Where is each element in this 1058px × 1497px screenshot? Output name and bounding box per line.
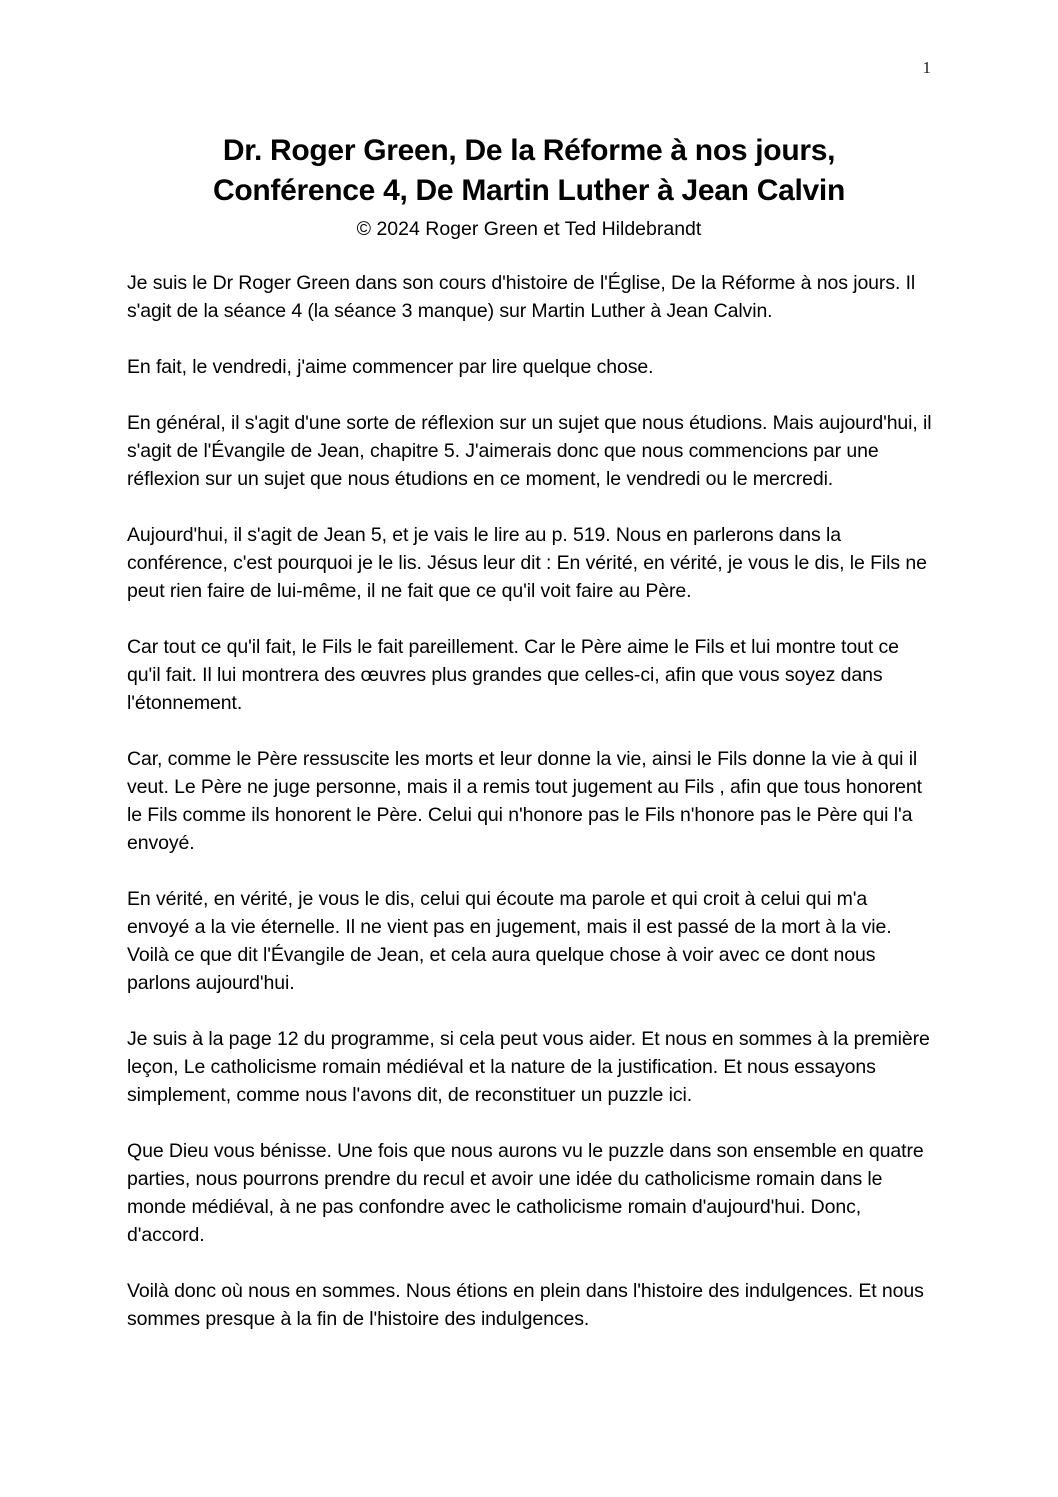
paragraph-10: Voilà donc où nous en sommes. Nous étions en plein dans l'histoire des indulgences. Et nous sommes presque à la fin de l'histoire des indulgences. (127, 1280, 924, 1330)
copyright-line: © 2024 Roger Green et Ted Hildebrandt (356, 218, 702, 240)
document-body (127, 269, 932, 1333)
title-line-2: Conférence 4, De Martin Luther à Jean Calvin (213, 174, 845, 207)
document-title (110, 131, 948, 211)
paragraph-6: Car, comme le Père ressuscite les morts et leur donne la vie, ainsi le Fils donne la vie à qui il veut. Le Père ne juge personne, mais il a remis tout jugement au Fils , afin que tous honorent le Fils comme ils honorent le Père. Celui qui n'honore pas le Fils n'honore pas le Père qui l'a envoyé. (127, 748, 922, 854)
paragraph-5: Car tout ce qu'il fait, le Fils le fait pareillement. Car le Père aime le Fils et lui montre tout ce qu'il fait. Il lui montrera des œuvres plus grandes que celles-ci, afin que vous soyez dans l'étonnement. (127, 636, 899, 714)
paragraph-8: Je suis à la page 12 du programme, si cela peut vous aider. Et nous en sommes à la première leçon, Le catholicisme romain médiéval et la nature de la justification. Et nous essayons simplement, comme nous l'avons dit, de reconstituer un puzzle ici. (127, 1028, 930, 1106)
paragraph-7: En vérité, en vérité, je vous le dis, celui qui écoute ma parole et qui croit à celui qui m'a envoyé a la vie éternelle. Il ne vient pas en jugement, mais il est passé de la mort à la vie. Voilà ce que dit l'Évangile de Jean, et cela aura quelque chose à voir avec ce dont nous parlons aujourd'hui. (127, 888, 892, 994)
paragraph-9: Que Dieu vous bénisse. Une fois que nous aurons vu le puzzle dans son ensemble en quatre parties, nous pourrons prendre du recul et avoir une idée du catholicisme romain dans le monde médiéval, à ne pas confondre avec le catholicisme romain d'aujourd'hui. Donc, d'accord. (127, 1140, 924, 1246)
page-number: 1 (922, 58, 931, 77)
paragraph-2: En fait, le vendredi, j'aime commencer par lire quelque chose. (127, 356, 654, 378)
title-line-1: Dr. Roger Green, De la Réforme à nos jours, (222, 134, 836, 167)
paragraph-1: Je suis le Dr Roger Green dans son cours d'histoire de l'Église, De la Réforme à nos jours. Il s'agit de la séance 4 (la séance 3 manque) sur Martin Luther à Jean Calvin. (127, 272, 916, 322)
paragraph-3: En général, il s'agit d'une sorte de réflexion sur un sujet que nous étudions. Mais aujourd'hui, il s'agit de l'Évangile de Jean, chapitre 5. J'aimerais donc que nous commencions par une réflexion sur un sujet que nous étudions en ce moment, le vendredi ou le mercredi. (127, 412, 932, 490)
paragraph-4: Aujourd'hui, il s'agit de Jean 5, et je vais le lire au p. 519. Nous en parlerons dans la conférence, c'est pourquoi je le lis. Jésus leur dit : En vérité, en vérité, je vous le dis, le Fils ne peut rien faire de lui-même, il ne fait que ce qu'il voit faire au Père. (127, 524, 927, 602)
